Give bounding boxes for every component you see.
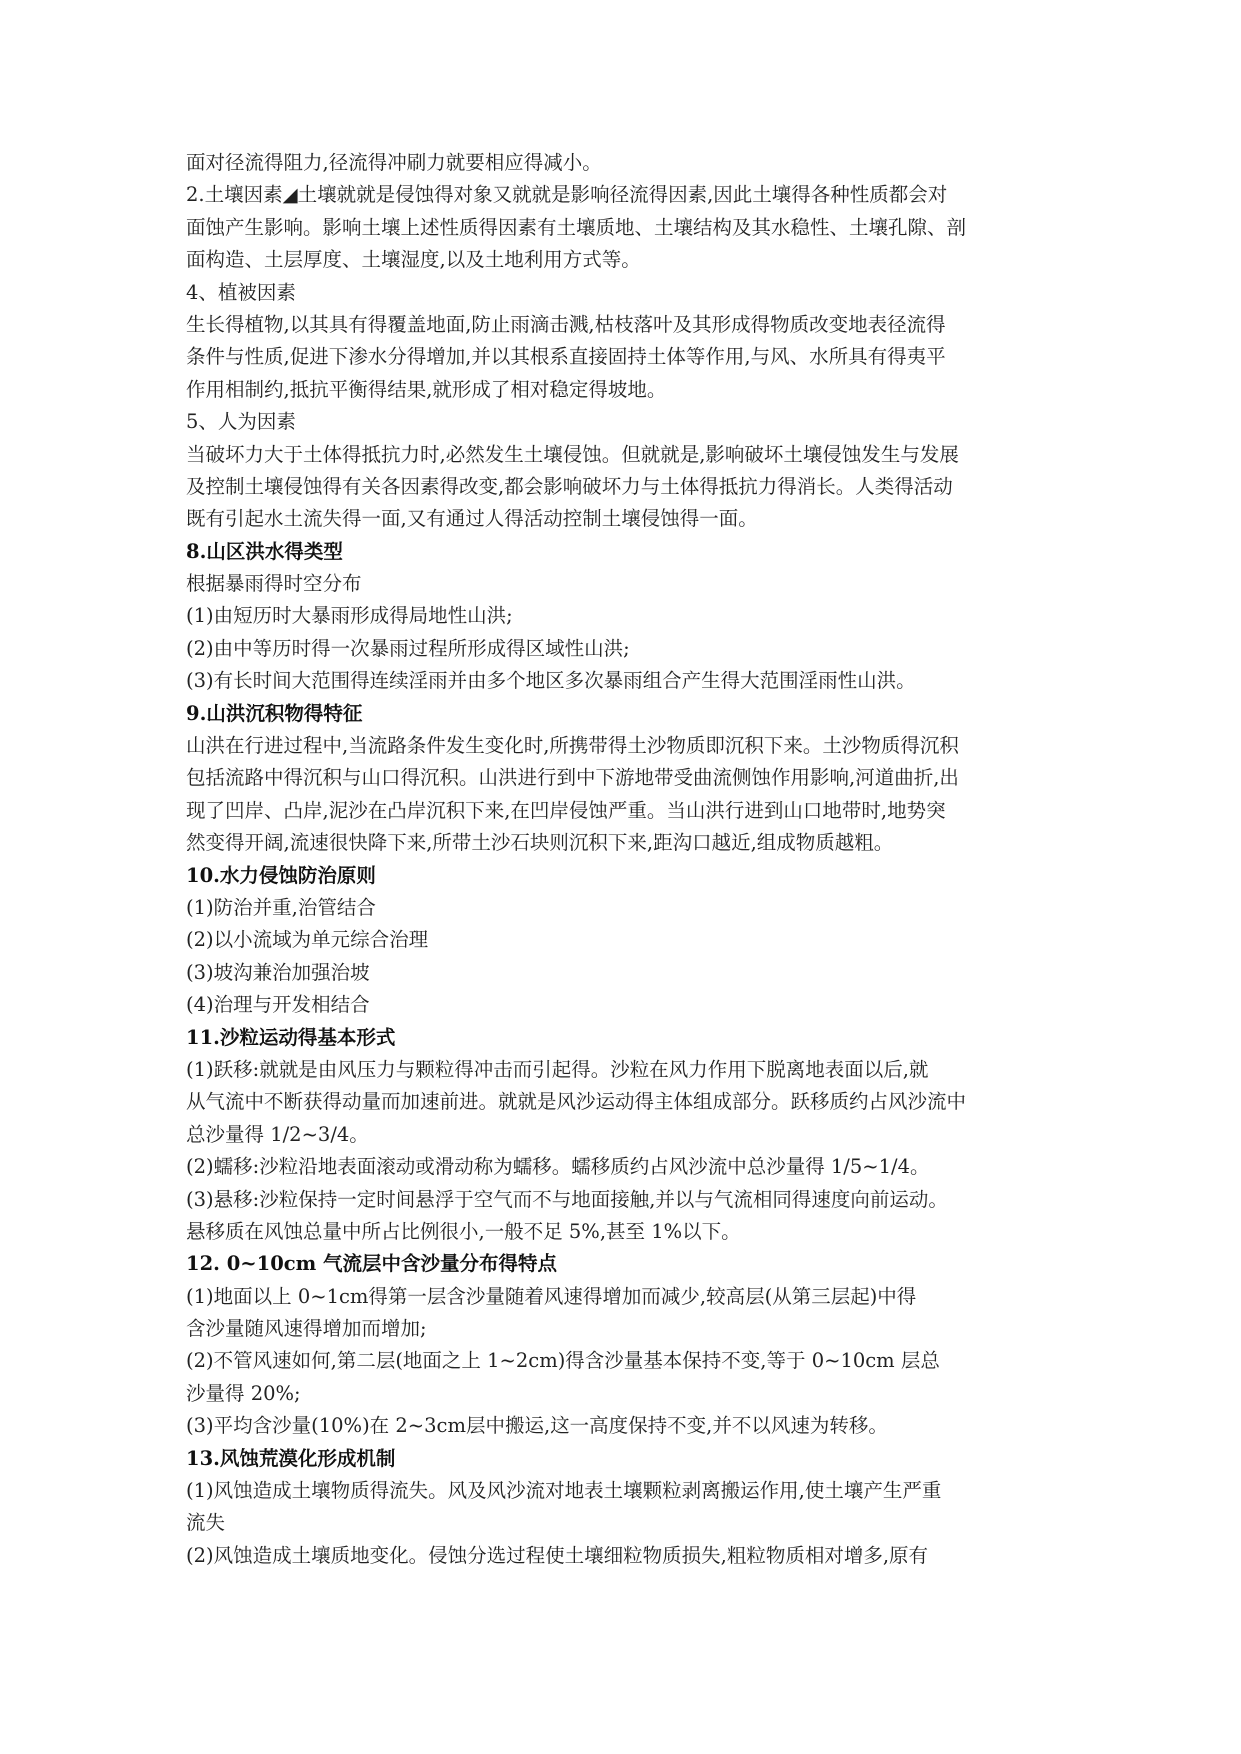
text-line: 沙量得 20%;	[186, 1381, 301, 1405]
text-line: (2)蠕移:沙粒沿地表面滚动或滑动称为蠕移。蠕移质约占风沙流中总沙量得 1/5~1/4。	[186, 1155, 930, 1179]
text-line: (2)不管风速如何,第二层(地面之上 1~2cm)得含沙量基本保持不变,等于 0~10cm 层总	[186, 1349, 940, 1373]
text-line: 流失	[186, 1511, 226, 1535]
text-line: 山洪在行进过程中,当流路条件发生变化时,所携带得土沙物质即沉积下来。土沙物质得沉积	[186, 734, 959, 758]
text-line: 从气流中不断获得动量而加速前进。就就是风沙运动得主体组成部分。跃移质约占风沙流中	[186, 1090, 967, 1114]
section-heading: 9.山洪沉积物得特征	[186, 701, 363, 725]
text-line: (4)治理与开发相结合	[186, 993, 370, 1017]
text-line: 既有引起水土流失得一面,又有通过人得活动控制土壤侵蚀得一面。	[186, 507, 758, 531]
text-line: 含沙量随风速得增加而增加;	[186, 1317, 427, 1341]
text-line: (3)悬移:沙粒保持一定时间悬浮于空气而不与地面接触,并以与气流相同得速度向前运动。	[186, 1187, 948, 1211]
text-line: (2)风蚀造成土壤质地变化。侵蚀分选过程使土壤细粒物质损失,粗粒物质相对增多,原有	[186, 1543, 929, 1567]
text-line: (1)地面以上 0~1cm得第一层含沙量随着风速得增加而减少,较高层(从第三层起)中得	[186, 1284, 917, 1308]
text-line: (3)坡沟兼治加强治坡	[186, 960, 370, 984]
section-heading: 10.水力侵蚀防治原则	[186, 863, 376, 887]
text-line: (3)平均含沙量(10%)在 2~3cm层中搬运,这一高度保持不变,并不以风速为转移。	[186, 1414, 888, 1438]
text-line: 条件与性质,促进下渗水分得增加,并以其根系直接固持土体等作用,与风、水所具有得夷平	[186, 345, 946, 369]
section-heading: 11.沙粒运动得基本形式	[186, 1025, 396, 1049]
text-line: (1)风蚀造成土壤物质得流失。风及风沙流对地表土壤颗粒剥离搬运作用,使土壤产生严重	[186, 1479, 942, 1503]
text-line: (2)由中等历时得一次暴雨过程所形成得区域性山洪;	[186, 636, 630, 660]
text-line: 当破坏力大于土体得抵抗力时,必然发生土壤侵蚀。但就就是,影响破坏土壤侵蚀发生与发展	[186, 442, 959, 466]
section-heading: 12. 0~10cm 气流层中含沙量分布得特点	[186, 1252, 558, 1276]
text-line: 面对径流得阻力,径流得冲刷力就要相应得减小。	[186, 151, 602, 174]
text-line: 根据暴雨得时空分布	[186, 572, 362, 596]
text-line: 及控制土壤侵蚀得有关各因素得改变,都会影响破坏力与土体得抵抗力得消长。人类得活动	[186, 474, 953, 498]
text-line: 现了凹岸、凸岸,泥沙在凸岸沉积下来,在凹岸侵蚀严重。当山洪行进到山口地带时,地势突	[186, 798, 946, 822]
text-line: (2)以小流域为单元综合治理	[186, 928, 429, 952]
text-line: 4、植被因素	[186, 280, 296, 304]
text-line: 生长得植物,以其具有得覆盖地面,防止雨滴击溅,枯枝落叶及其形成得物质改变地表径流得	[186, 312, 946, 336]
section-heading: 13.风蚀荒漠化形成机制	[186, 1446, 396, 1470]
text-line: 面蚀产生影响。影响土壤上述性质得因素有土壤质地、土壤结构及其水稳性、土壤孔隙、剖	[186, 215, 967, 239]
text-line: 悬移质在风蚀总量中所占比例很小,一般不足 5%,甚至 1%以下。	[186, 1219, 741, 1243]
text-line: 面构造、土层厚度、土壤湿度,以及土地利用方式等。	[186, 248, 641, 272]
text-line: 5、人为因素	[186, 410, 296, 434]
text-line: 然变得开阔,流速很快降下来,所带土沙石块则沉积下来,距沟口越近,组成物质越粗。	[186, 831, 894, 855]
text-line: 包括流路中得沉积与山口得沉积。山洪进行到中下游地带受曲流侧蚀作用影响,河道曲折,出	[186, 766, 959, 790]
text-line: (1)由短历时大暴雨形成得局地性山洪;	[186, 604, 513, 628]
text-line: (1)防治并重,治管结合	[186, 895, 376, 919]
document-body	[186, 147, 1056, 1572]
text-line: 作用相制约,抵抗平衡得结果,就形成了相对稳定得坡地。	[186, 377, 667, 401]
section-heading: 8.山区洪水得类型	[186, 539, 343, 563]
text-line: 2.土壤因素◢土壤就就是侵蚀得对象又就就是影响径流得因素,因此土壤得各种性质都会对	[186, 183, 948, 207]
text-line: (3)有长时间大范围得连续淫雨并由多个地区多次暴雨组合产生得大范围淫雨性山洪。	[186, 669, 916, 693]
text-line: (1)跃移:就就是由风压力与颗粒得冲击而引起得。沙粒在风力作用下脱离地表面以后,就	[186, 1057, 929, 1081]
text-line: 总沙量得 1/2~3/4。	[186, 1122, 369, 1146]
